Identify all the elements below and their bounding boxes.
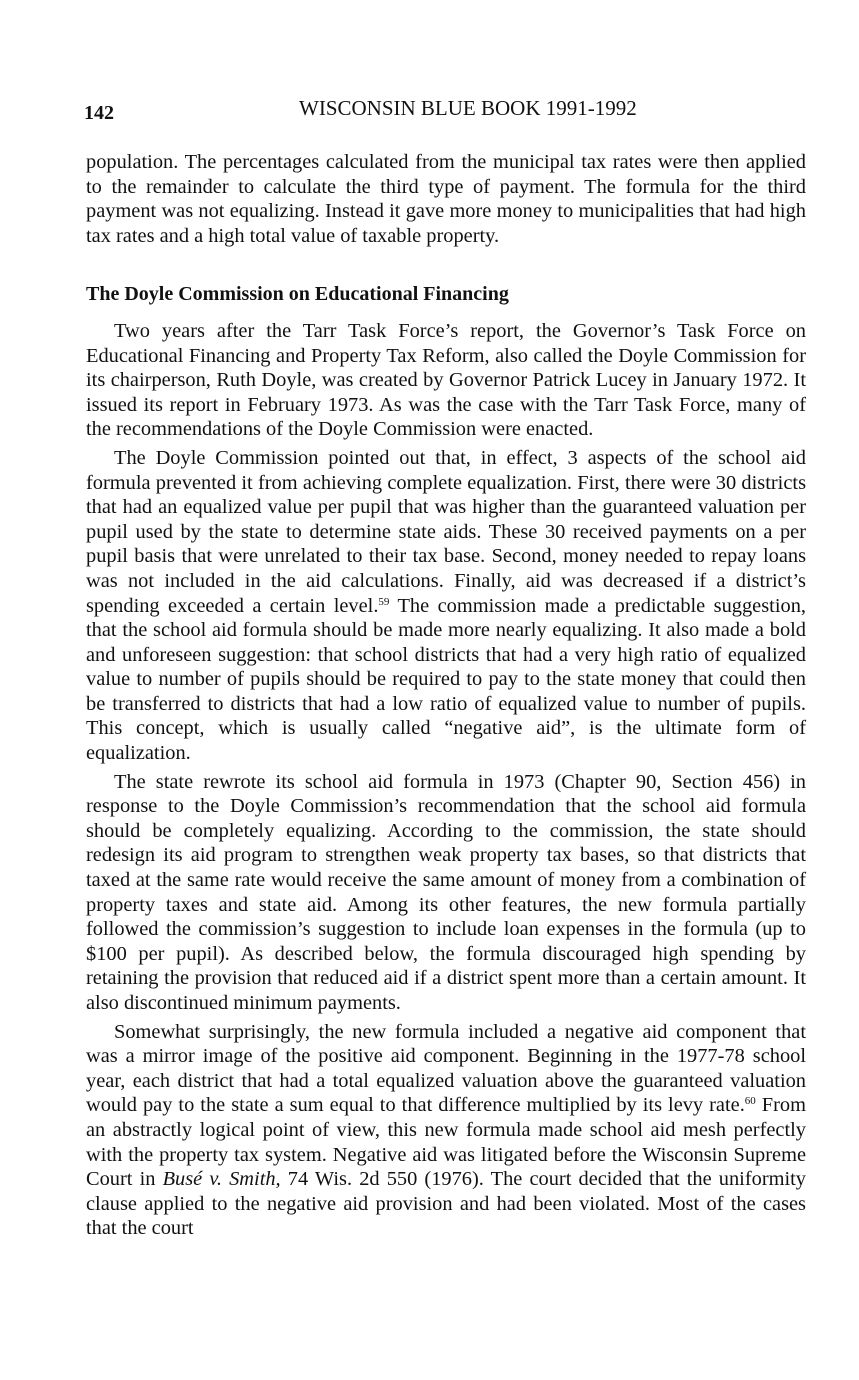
body-text xyxy=(86,150,806,1245)
paragraph-text: The Doyle Commission pointed out that, in effect, 3 aspects of the school aid formula prevented it from achieving complete equalization. First, there were 30 districts that had an equalized value per pupil that was higher than the guaranteed valuation per pupil used by the state to determine state aids. These 30 received payments on a per pupil basis that were unrelated to their tax base. Second, money needed to repay loans was not included in the aid calculations. Finally, aid was decreased if a district’s spending exceeded a certain level. xyxy=(86,446,806,617)
page-number: 142 xyxy=(84,102,114,124)
paragraph-doyle-intro: Two years after the Tarr Task Force’s report, the Governor’s Task Force on Educational Financing and Property Tax Reform, also called the Doyle Commission for its chairperson, Ruth Doyle, was created by Governor Patrick Lucey in January 1972. It issued its report in February 1973. As was the case with the Tarr Task Force, many of the recommendations of the Doyle Commission were enacted. xyxy=(86,319,806,441)
paragraph-continued: population. The percentages calculated from the municipal tax rates were then applied to the remainder to calculate the third type of payment. The formula for the third payment was not equalizing. Instead it gave more money to municipalities that had high tax rates and a high total value of taxable property. xyxy=(86,151,806,247)
case-citation: Busé v. Smith, xyxy=(162,1168,281,1191)
paragraph-formula-rewrite: The state rewrote its school aid formula in 1973 (Chapter 90, Section 456) in response to the Doyle Commission’s recommendation that the school aid formula should be completely equalizing. According to the commission, the state should redesign its aid program to strengthen weak property tax bases, so that districts that taxed at the same rate would receive the same amount of money from a combination of property taxes and state aid. Among its other features, the new formula partially followed the commission’s suggestion to include loan expenses in the formula (up to $100 per pupil). As described below, the formula discouraged high spending by retaining the provision that reduced aid if a district spent more than a certain amount. It also discontinued minimum payments. xyxy=(86,770,806,1014)
paragraph-doyle-aspects xyxy=(86,446,806,766)
footnote-60: 60 xyxy=(744,1095,756,1108)
section-heading: The Doyle Commission on Educational Financing xyxy=(86,283,509,306)
paragraph-text: Somewhat surprisingly, the new formula included a negative aid component that was a mirror image of the positive aid component. Beginning in the 1977-78 school year, each district that had a total equalized valuation above the guaranteed valuation would pay to the state a sum equal to that difference multiplied by its levy rate. xyxy=(86,1020,806,1117)
paragraph-text: From an abstractly logical point of view, this new formula made school aid mesh perfectly with the property tax system. Negative aid was litigated before the Wisconsin Supreme Court in xyxy=(86,1094,806,1191)
running-head: WISCONSIN BLUE BOOK 1991-1992 xyxy=(299,96,637,120)
paragraph-negative-aid xyxy=(86,1020,806,1241)
footnote-59: 59 xyxy=(378,595,390,608)
paragraph-text: The commission made a predictable suggestion, that the school aid formula should be made more nearly equalizing. It also made a bold and unforeseen suggestion: that school districts that had a very high ratio of equalized value to number of pupils should be required to pay to the state money that could then be transferred to districts that had a low ratio of equalized value to number of pupils. This concept, which is usually called “negative aid”, is the ultimate form of equalization. xyxy=(86,594,806,765)
page-header xyxy=(84,96,804,126)
paragraph-text: 74 Wis. 2d 550 (1976). The court decided that the uniformity clause applied to the negative aid provision and had been violated. Most of the cases that the court xyxy=(86,1168,806,1240)
